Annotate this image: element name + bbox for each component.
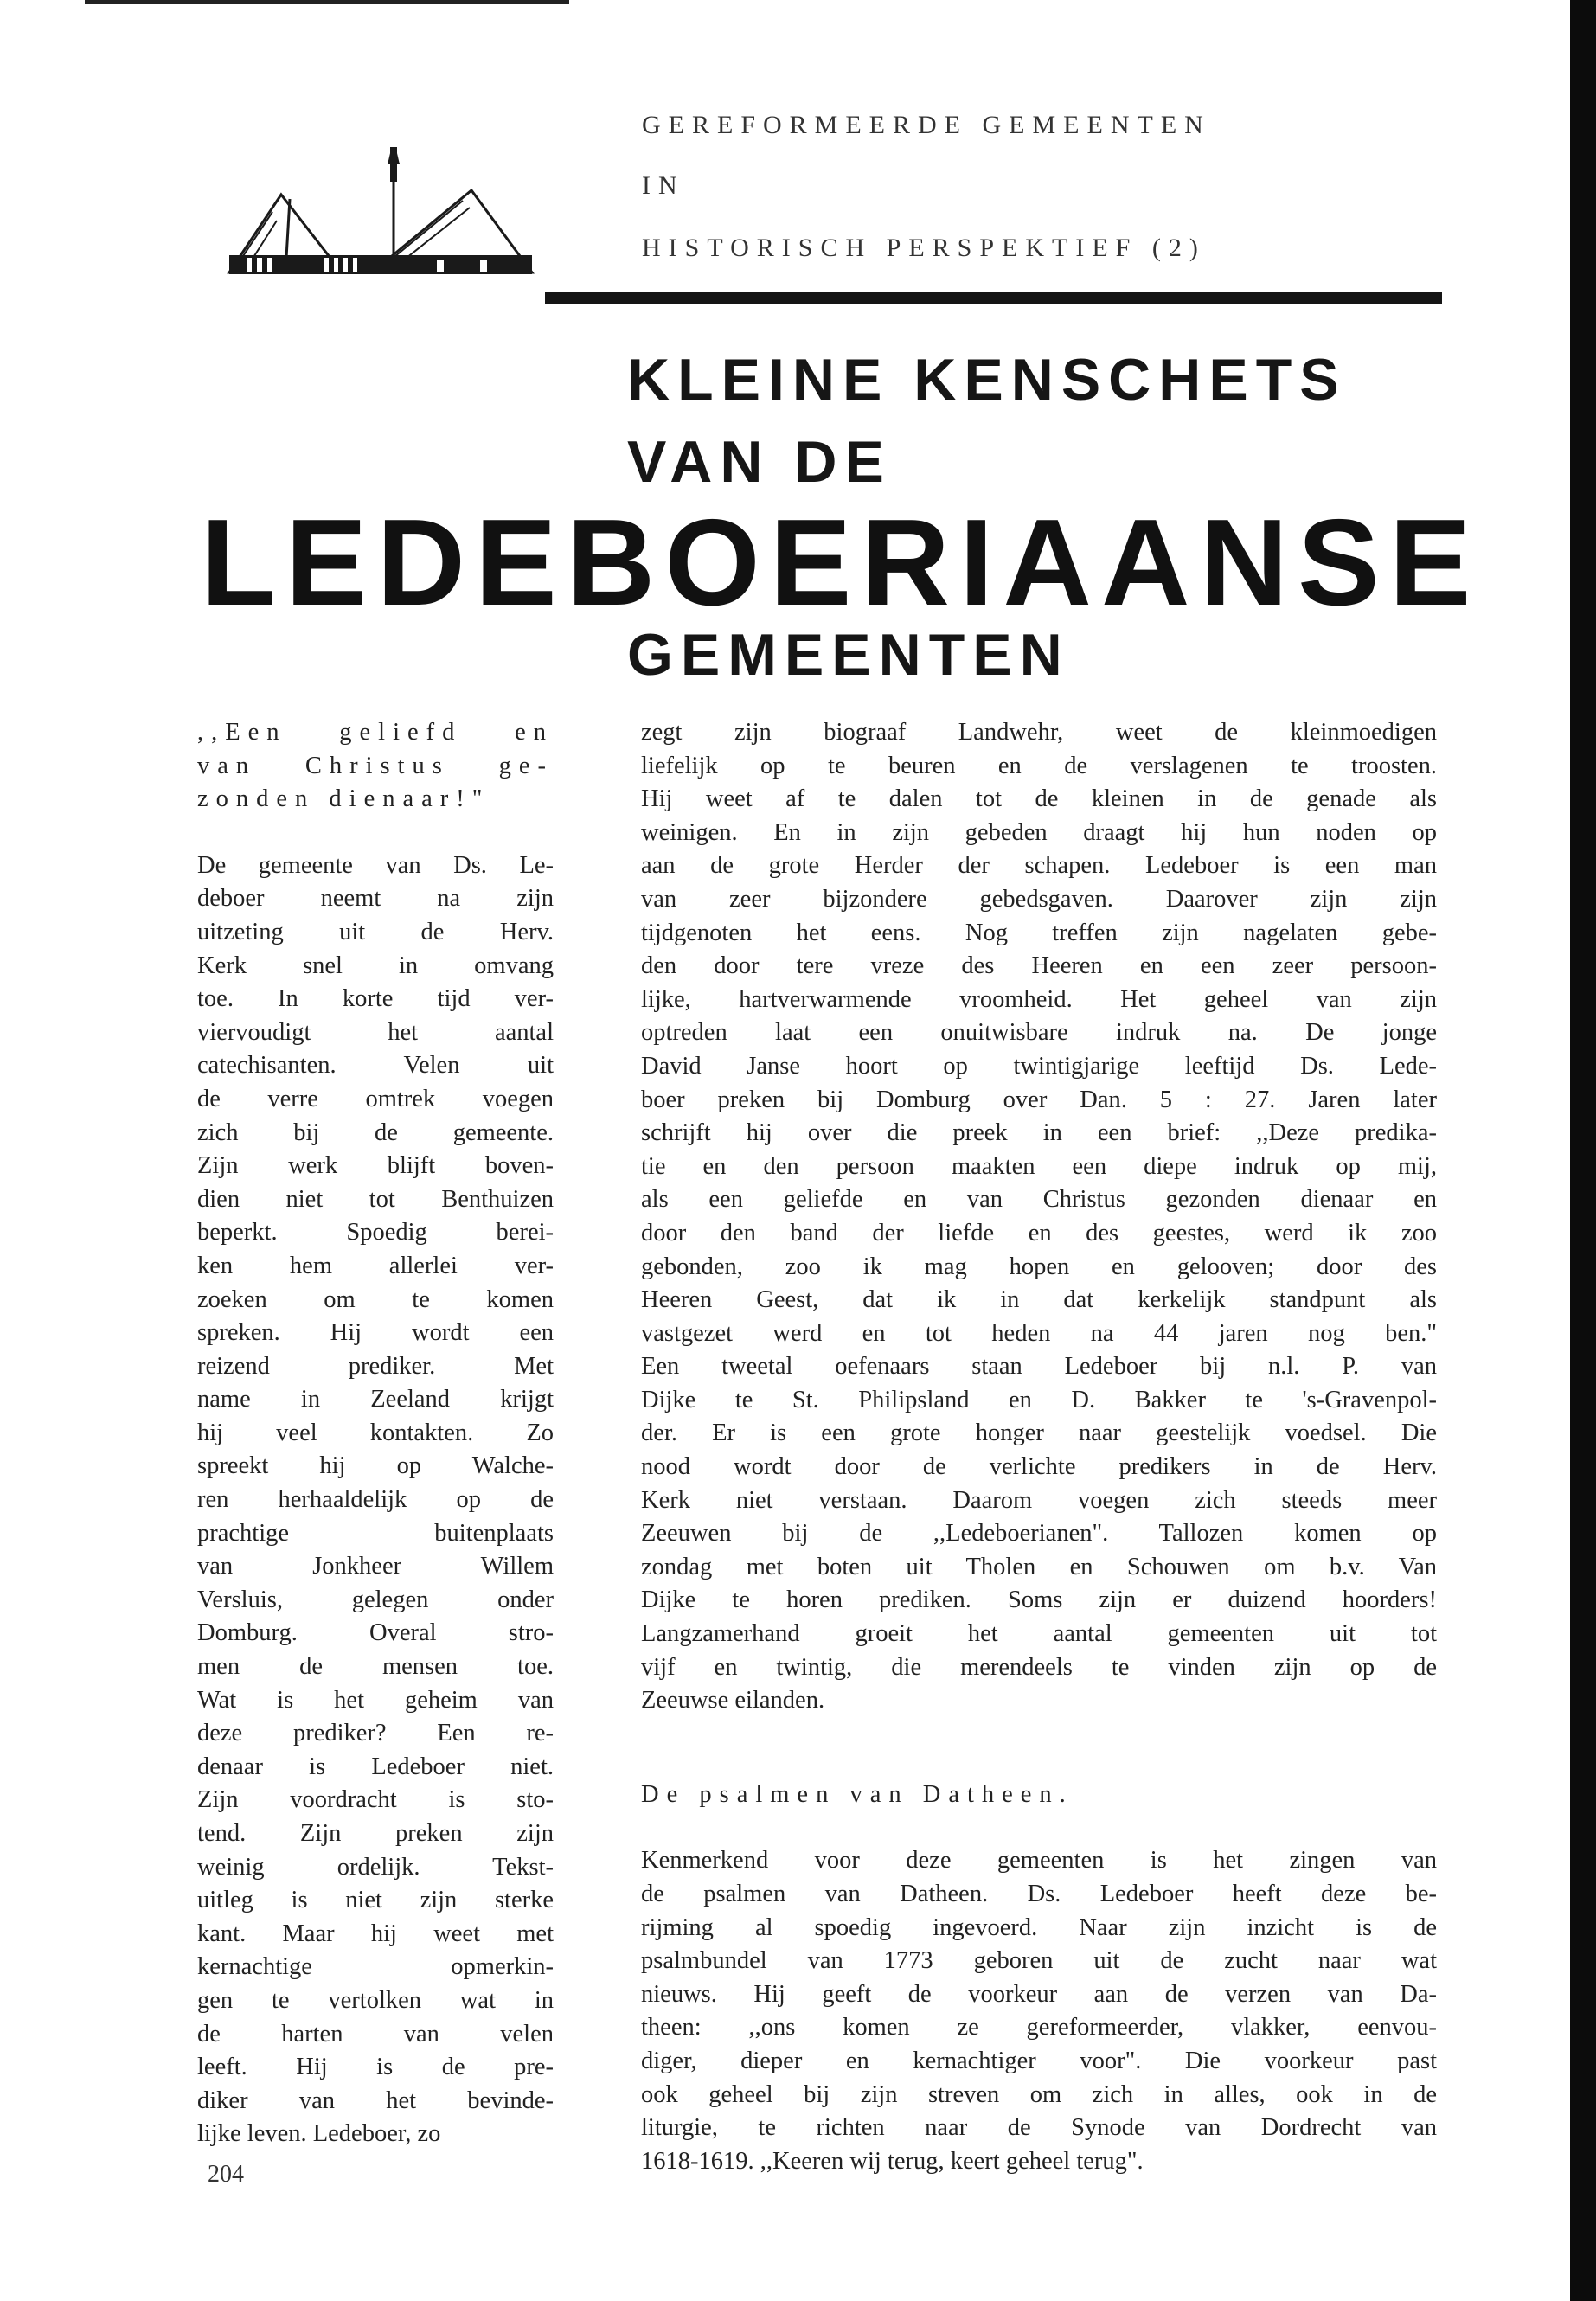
text-line: ren herhaaldelijk op de [197, 1486, 554, 1514]
text-line: De gemeente van Ds. Le- [197, 851, 554, 879]
text-line: Dijke te horen prediken. Soms zijn er duizend hoorders! [641, 1586, 1437, 1614]
text-line: psalmbundel van 1773 geboren uit de zucht naar wat [641, 1947, 1437, 1975]
text-line: reizend prediker. Met [197, 1352, 554, 1380]
text-line: spreken. Hij wordt een [197, 1319, 554, 1347]
text-line: toe. In korte tijd ver- [197, 985, 554, 1013]
text-line: Zijn voordracht is sto- [197, 1786, 554, 1814]
text-line: weinig ordelijk. Tekst- [197, 1853, 554, 1881]
text-line: Wat is het geheim van [197, 1686, 554, 1714]
church-logo-icon [221, 147, 541, 277]
series-title-connector: IN [642, 171, 685, 200]
section-subheading: De psalmen van Datheen. [641, 1780, 1074, 1808]
right-paragraph-2 [641, 1844, 1437, 2178]
title-main: LEDEBOERIAANSE [201, 494, 1481, 631]
text-line: prachtige buitenplaats [197, 1519, 554, 1547]
text-line: Langzamerhand groeit het aantal gemeenten uit tot [641, 1620, 1437, 1648]
text-line: name in Zeeland krijgt [197, 1386, 554, 1413]
text-line: catechisanten. Velen uit [197, 1052, 554, 1080]
text-line: Hij weet af te dalen tot de kleinen in de genade als [641, 785, 1437, 813]
text-line: van Jonkheer Willem [197, 1553, 554, 1580]
text-line: nieuws. Hij geeft de voorkeur aan de verzen van Da- [641, 1980, 1437, 2008]
text-line: theen: ,,ons komen ze gereformeerder, vlakker, eenvou- [641, 2014, 1437, 2041]
text-line: gebonden, zoo ik mag hopen en gelooven; door des [641, 1253, 1437, 1280]
text-line: tie en den persoon maakten een diepe indruk op mij, [641, 1152, 1437, 1180]
title-line-4: GEMEENTEN [627, 622, 1070, 688]
text-line: der. Er is een grote honger naar geestelijk voedsel. Die [641, 1420, 1437, 1447]
text-line: spreekt hij op Walche- [197, 1452, 554, 1480]
series-subtitle: HISTORISCH PERSPEKTIEF (2) [642, 234, 1206, 262]
text-line: Domburg. Overal stro- [197, 1619, 554, 1647]
text-line: Zeeuwen bij de ,,Ledeboerianen". Tallozen komen op [641, 1520, 1437, 1548]
text-line: boer preken bij Domburg over Dan. 5 : 27. Jaren later [641, 1086, 1437, 1113]
text-line: kernachtige opmerkin- [197, 1953, 554, 1981]
text-line: dien niet tot Benthuizen [197, 1185, 554, 1213]
text-line: Kerk niet verstaan. Daarom voegen zich steeds meer [641, 1486, 1437, 1514]
text-line: aan de grote Herder der schapen. Ledeboer is een man [641, 852, 1437, 880]
text-line: door den band der liefde en des geestes, werd ik zoo [641, 1219, 1437, 1247]
text-line: Kenmerkend voor deze gemeenten is het zingen van [641, 1847, 1437, 1875]
text-line: Versluis, gelegen onder [197, 1586, 554, 1613]
text-line: schrijft hij over die preek in een brief: ,,Deze predika- [641, 1119, 1437, 1147]
text-line: diger, dieper en kernachtiger voor". Die voorkeur past [641, 2047, 1437, 2074]
text-line: uitleg is niet zijn sterke [197, 1887, 554, 1914]
text-line: diker van het bevinde- [197, 2086, 554, 2114]
text-line: Dijke te St. Philipsland en D. Bakker te 's-Gravenpol- [641, 1386, 1437, 1413]
page-number: 204 [208, 2161, 244, 2188]
text-line: zoeken om te komen [197, 1285, 554, 1313]
text-line: Zijn werk blijft boven- [197, 1152, 554, 1180]
text-line: nood wordt door de verlichte predikers in de Herv. [641, 1453, 1437, 1481]
left-column [197, 716, 554, 2151]
text-line: tend. Zijn preken zijn [197, 1820, 554, 1847]
title-line-1: KLEINE KENSCHETS [627, 347, 1347, 413]
text-line: den door tere vreze des Heeren en een zeer persoon- [641, 952, 1437, 980]
text-line: zegt zijn biograaf Landwehr, weet de kleinmoedigen [641, 719, 1437, 746]
text-line: liturgie, te richten naar de Synode van Dordrecht van [641, 2114, 1437, 2142]
text-line: deze prediker? Een re- [197, 1720, 554, 1747]
text-line: deboer neemt na zijn [197, 885, 554, 913]
text-line: de harten van velen [197, 2020, 554, 2048]
text-line: weinigen. En in zijn gebeden draagt hij hun noden op [641, 818, 1437, 846]
text-line: vijf en twintig, die merendeels te vinden zijn op de [641, 1653, 1437, 1681]
quote-line: ,,Een geliefd en [197, 719, 554, 746]
quote-line: van Christus ge- [197, 752, 554, 779]
text-line: beperkt. Spoedig berei- [197, 1219, 554, 1247]
title-line-2: VAN DE [627, 429, 892, 495]
text-line: ken hem allerlei ver- [197, 1252, 554, 1279]
text-line: als een geliefde en van Christus gezonden dienaar en [641, 1186, 1437, 1214]
text-line: kant. Maar hij weet met [197, 1920, 554, 1947]
text-line: Heeren Geest, dat ik in dat kerkelijk standpunt als [641, 1286, 1437, 1314]
text-line: tijdgenoten het eens. Nog treffen zijn nagelaten gebe- [641, 919, 1437, 946]
series-title: GEREFORMEERDE GEMEENTEN [642, 111, 1211, 139]
text-line: uitzeting uit de Herv. [197, 918, 554, 945]
text-line: ook geheel bij zijn streven om zich in alles, ook in de [641, 2080, 1437, 2108]
text-line: rijming al spoedig ingevoerd. Naar zijn inzicht is de [641, 1913, 1437, 1941]
text-line: zondag met boten uit Tholen en Schouwen om b.v. Van [641, 1553, 1437, 1580]
quote-line: zonden dienaar!" [197, 785, 490, 813]
text-line: 1618-1619. ,,Keeren wij terug, keert geheel terug". [641, 2147, 1144, 2175]
text-line: gen te vertolken wat in [197, 1986, 554, 2014]
right-paragraph-1 [641, 716, 1437, 1718]
text-line: lijke, hartverwarmende vroomheid. Het geheel van zijn [641, 985, 1437, 1013]
text-line: Een tweetal oefenaars staan Ledeboer bij n.l. P. van [641, 1353, 1437, 1381]
text-line: liefelijk op te beuren en de verslagenen te troosten. [641, 752, 1437, 779]
text-line: de psalmen van Datheen. Ds. Ledeboer heeft deze be- [641, 1881, 1437, 1907]
text-line: men de mensen toe. [197, 1653, 554, 1681]
text-line: viervoudigt het aantal [197, 1018, 554, 1046]
text-line: hij veel kontakten. Zo [197, 1419, 554, 1446]
left-body-text [197, 849, 554, 2151]
right-column [641, 716, 1437, 2178]
text-line: David Janse hoort op twintigjarige leeftijd Ds. Lede- [641, 1052, 1437, 1080]
text-line: van zeer bijzondere gebedsgaven. Daarover zijn zijn [641, 885, 1437, 913]
text-line: vastgezet werd en tot heden na 44 jaren nog ben." [641, 1319, 1437, 1347]
text-line: optreden laat een onuitwisbare indruk na. De jonge [641, 1019, 1437, 1047]
text-line: lijke leven. Ledeboer, zo [197, 2120, 441, 2148]
text-line: denaar is Ledeboer niet. [197, 1753, 554, 1780]
heading-rule [545, 292, 1442, 304]
text-line: leeft. Hij is de pre- [197, 2054, 554, 2081]
text-line: Zeeuwse eilanden. [641, 1687, 825, 1715]
text-line: zich bij de gemeente. [197, 1118, 554, 1146]
text-line: Kerk snel in omvang [197, 952, 554, 979]
page-edge-bar [1570, 0, 1596, 2301]
text-line: de verre omtrek voegen [197, 1085, 554, 1112]
top-rule [85, 0, 569, 4]
